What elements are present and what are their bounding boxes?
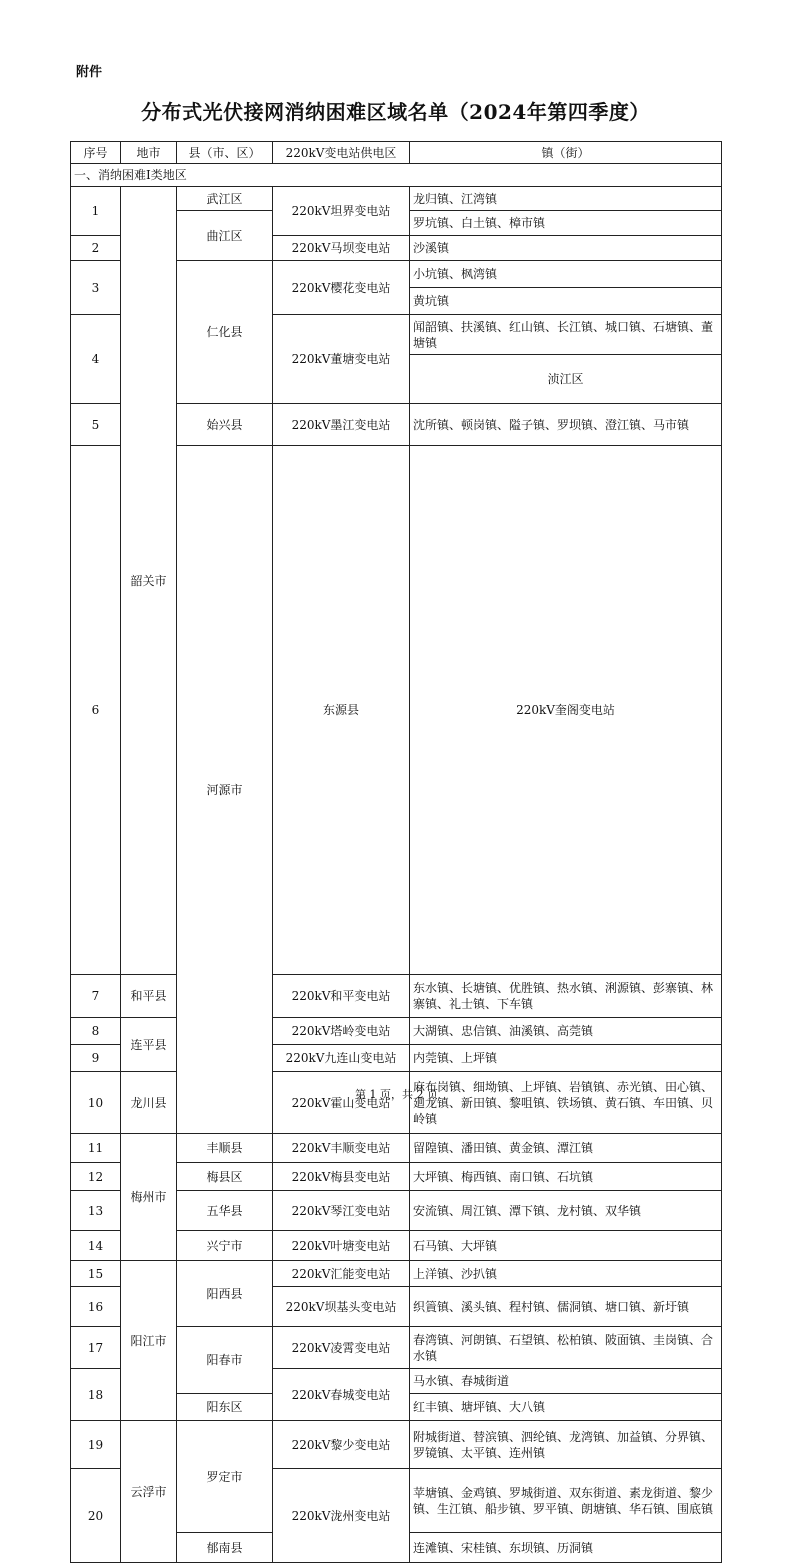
row-no: 9 (71, 1045, 121, 1072)
substation-cell: 220kV泷州变电站 (273, 1469, 410, 1563)
county-cell: 丰顺县 (177, 1134, 273, 1163)
towns-cell: 织篢镇、溪头镇、程村镇、儒洞镇、塘口镇、新圩镇 (410, 1287, 722, 1327)
header-city: 地市 (121, 142, 177, 164)
substation-cell: 220kV樱花变电站 (273, 261, 410, 315)
county-cell: 罗定市 (177, 1421, 273, 1533)
county-cell: 郁南县 (177, 1533, 273, 1563)
table-row (71, 1421, 722, 1469)
table-row (71, 1072, 722, 1134)
substation-cell: 220kV汇能变电站 (273, 1261, 410, 1287)
towns-cell: 红丰镇、塘坪镇、大八镇 (410, 1394, 722, 1421)
substation-cell: 220kV琴江变电站 (273, 1191, 410, 1231)
substation-cell: 220kV凌霄变电站 (273, 1327, 410, 1369)
row-no: 14 (71, 1231, 121, 1261)
substation-cell: 220kV奎阁变电站 (410, 446, 722, 975)
city-cell: 云浮市 (121, 1421, 177, 1563)
towns-cell: 沙溪镇 (410, 236, 722, 261)
row-no: 4 (71, 315, 121, 404)
row-no: 1 (71, 187, 121, 236)
substation-cell: 220kV马坝变电站 (273, 236, 410, 261)
towns-cell: 附城街道、替滨镇、泗纶镇、龙湾镇、加益镇、分界镇、罗镜镇、太平镇、连州镇 (410, 1421, 722, 1469)
table-row (71, 975, 722, 1018)
header-county: 县（市、区） (177, 142, 273, 164)
table-row (71, 1134, 722, 1163)
towns-cell: 苹塘镇、金鸡镇、罗城街道、双东街道、素龙街道、黎少镇、生江镇、船步镇、罗平镇、朗塘镇、华石镇、围底镇 (410, 1469, 722, 1533)
section-row (71, 164, 722, 187)
towns-cell: 闻韶镇、扶溪镇、红山镇、长江镇、城口镇、石塘镇、董塘镇 (410, 315, 722, 355)
towns-cell: 留隍镇、潘田镇、黄金镇、潭江镇 (410, 1134, 722, 1163)
row-no: 2 (71, 236, 121, 261)
county-cell: 武江区 (177, 187, 273, 211)
row-no: 13 (71, 1191, 121, 1231)
county-cell: 兴宁市 (177, 1231, 273, 1261)
row-no: 12 (71, 1163, 121, 1191)
county-cell: 五华县 (177, 1191, 273, 1231)
county-cell: 曲江区 (177, 211, 273, 261)
row-no: 19 (71, 1421, 121, 1469)
header-towns: 镇（街） (410, 142, 722, 164)
row-no: 10 (71, 1072, 121, 1134)
row-no: 6 (71, 446, 121, 975)
table-row (71, 187, 722, 211)
county-cell: 连平县 (121, 1018, 177, 1072)
substation-cell: 220kV黎少变电站 (273, 1421, 410, 1469)
substation-cell: 220kV坝基头变电站 (273, 1287, 410, 1327)
towns-cell: 麻布岗镇、细坳镇、上坪镇、岩镇镇、赤光镇、田心镇、廻龙镇、新田镇、黎咀镇、铁场镇、黄石镇、车田镇、贝岭镇 (410, 1072, 722, 1134)
table-row (71, 1261, 722, 1287)
towns-cell: 东水镇、长塘镇、优胜镇、热水镇、浰源镇、彭寨镇、林寨镇、礼士镇、下车镇 (410, 975, 722, 1018)
towns-cell: 小坑镇、枫湾镇 (410, 261, 722, 288)
region-table (70, 141, 722, 1563)
substation-cell: 220kV霍山变电站 (273, 1072, 410, 1134)
row-no: 17 (71, 1327, 121, 1369)
section-title: 一、消纳困难I类地区 (71, 164, 722, 187)
towns-cell: 大坪镇、梅西镇、南口镇、石坑镇 (410, 1163, 722, 1191)
county-cell: 阳西县 (177, 1261, 273, 1327)
header-substation: 220kV变电站供电区 (273, 142, 410, 164)
substation-cell: 220kV九连山变电站 (273, 1045, 410, 1072)
row-no: 7 (71, 975, 121, 1018)
attachment-label: 附件 (76, 65, 103, 80)
row-no: 18 (71, 1369, 121, 1421)
county-cell: 东源县 (273, 446, 410, 975)
county-cell: 始兴县 (177, 404, 273, 446)
row-no: 5 (71, 404, 121, 446)
city-cell: 河源市 (177, 446, 273, 1134)
substation-cell: 220kV墨江变电站 (273, 404, 410, 446)
city-cell: 梅州市 (121, 1134, 177, 1261)
county-cell: 阳春市 (177, 1327, 273, 1394)
city-cell: 阳江市 (121, 1261, 177, 1421)
row-no: 16 (71, 1287, 121, 1327)
county-cell: 浈江区 (410, 355, 722, 404)
towns-cell: 春湾镇、河朗镇、石望镇、松柏镇、陂面镇、圭岗镇、合水镇 (410, 1327, 722, 1369)
row-no: 20 (71, 1469, 121, 1563)
county-cell: 阳东区 (177, 1394, 273, 1421)
substation-cell: 220kV和平变电站 (273, 975, 410, 1018)
substation-cell: 220kV丰顺变电站 (273, 1134, 410, 1163)
substation-cell: 220kV董塘变电站 (273, 315, 410, 404)
county-cell: 龙川县 (121, 1072, 177, 1134)
towns-cell: 龙归镇、江湾镇 (410, 187, 722, 211)
towns-cell: 大湖镇、忠信镇、油溪镇、高莞镇 (410, 1018, 722, 1045)
county-cell: 梅县区 (177, 1163, 273, 1191)
row-no: 11 (71, 1134, 121, 1163)
towns-cell: 上洋镇、沙扒镇 (410, 1261, 722, 1287)
row-no: 8 (71, 1018, 121, 1045)
substation-cell: 220kV梅县变电站 (273, 1163, 410, 1191)
substation-cell: 220kV春城变电站 (273, 1369, 410, 1421)
towns-cell: 沈所镇、顿岗镇、隘子镇、罗坝镇、澄江镇、马市镇 (410, 404, 722, 446)
row-no: 15 (71, 1261, 121, 1287)
city-cell: 韶关市 (121, 187, 177, 975)
towns-cell: 黄坑镇 (410, 288, 722, 315)
page-title: 分布式光伏接网消纳困难区域名单（2024年第四季度） (141, 100, 650, 124)
page-footer: 第 1 页，共 2 页 (355, 1088, 438, 1101)
substation-cell: 220kV坦界变电站 (273, 187, 410, 236)
county-cell: 仁化县 (177, 261, 273, 404)
substation-cell: 220kV塔岭变电站 (273, 1018, 410, 1045)
towns-cell: 罗坑镇、白土镇、樟市镇 (410, 211, 722, 236)
towns-cell: 石马镇、大坪镇 (410, 1231, 722, 1261)
table-row (71, 1018, 722, 1045)
substation-cell: 220kV叶塘变电站 (273, 1231, 410, 1261)
header-no: 序号 (71, 142, 121, 164)
towns-cell: 安流镇、周江镇、潭下镇、龙村镇、双华镇 (410, 1191, 722, 1231)
row-no: 3 (71, 261, 121, 315)
table-header-row (71, 142, 722, 164)
towns-cell: 内莞镇、上坪镇 (410, 1045, 722, 1072)
towns-cell: 马水镇、春城街道 (410, 1369, 722, 1394)
towns-cell: 连滩镇、宋桂镇、东坝镇、历洞镇 (410, 1533, 722, 1563)
county-cell: 和平县 (121, 975, 177, 1018)
